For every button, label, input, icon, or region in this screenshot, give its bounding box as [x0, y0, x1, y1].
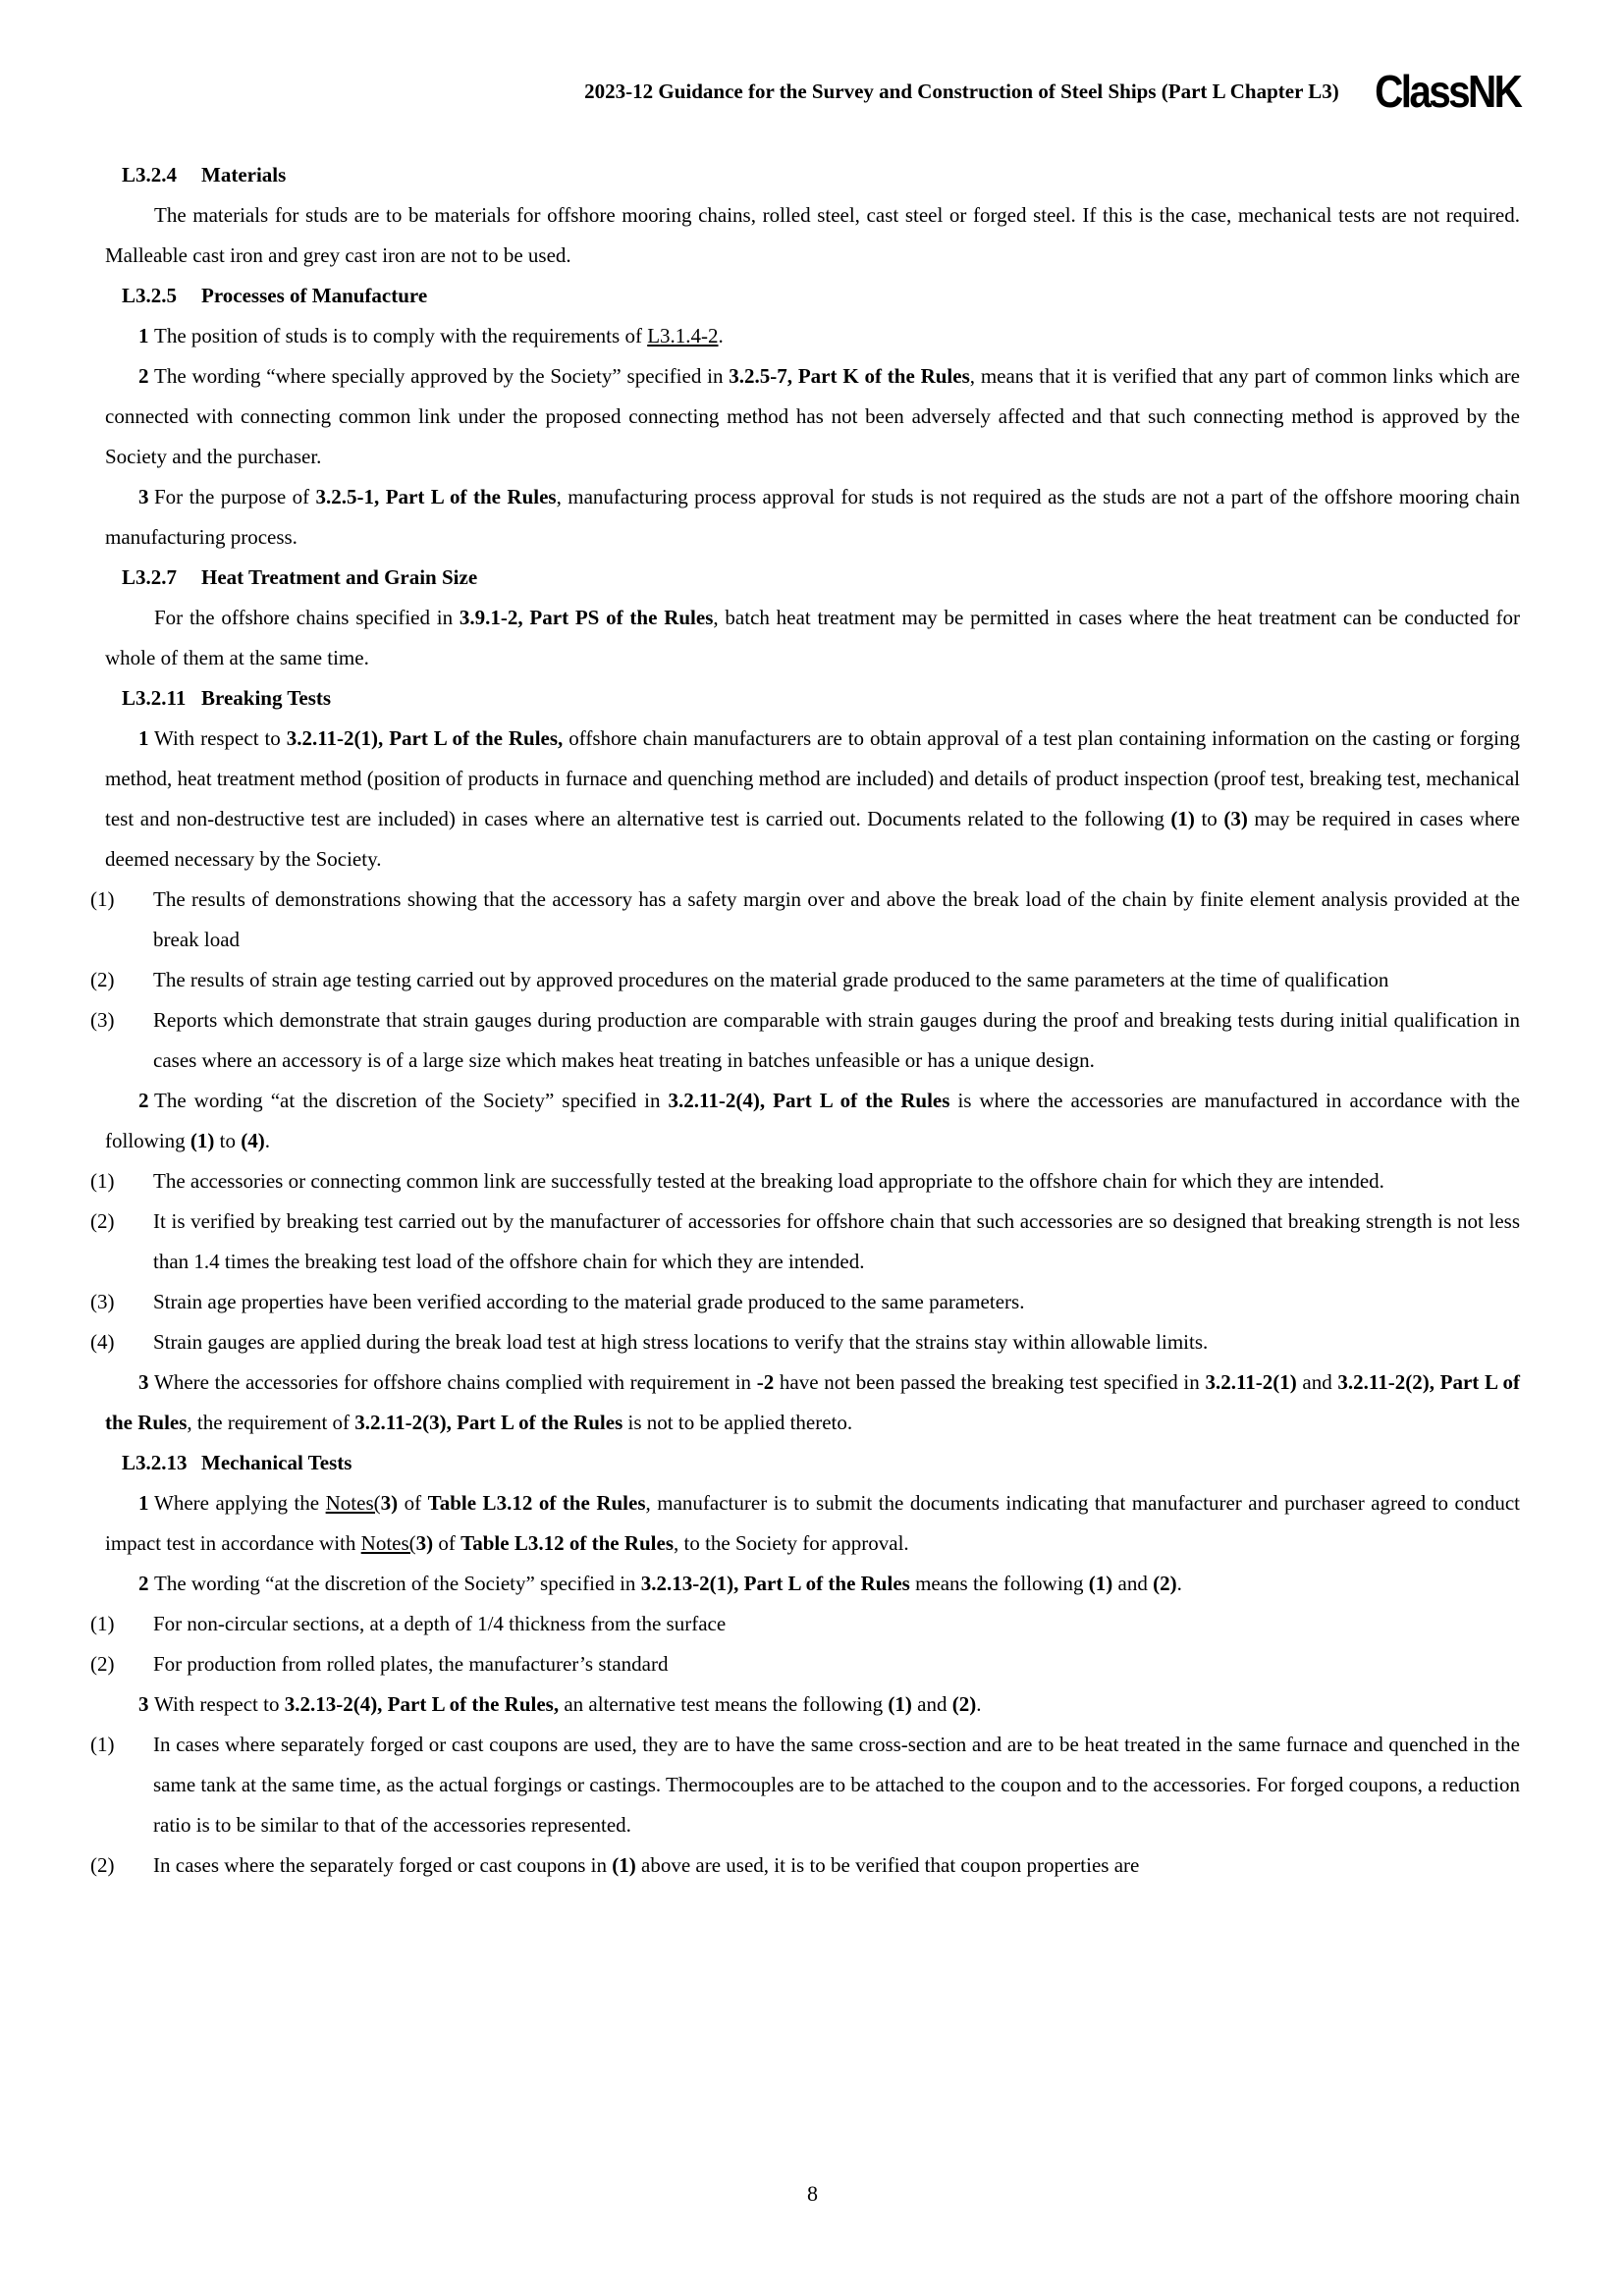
section-heading: [105, 1443, 1520, 1483]
list-item: [90, 1322, 1520, 1362]
text-segment: The wording “where specially approved by the Society” specified in: [154, 364, 730, 388]
paragraph: [105, 598, 1520, 678]
rule-reference: 3.2.11-2(3), Part L of the Rules: [354, 1411, 623, 1434]
page-footer: [105, 2181, 1520, 2207]
list-item: [90, 1161, 1520, 1201]
rule-reference: Table L3.12 of the Rules: [460, 1531, 674, 1555]
list-item: [90, 960, 1520, 1000]
text-segment: In cases where separately forged or cast coupons are used, they are to have the same cross-section and are to be heat treated in the same furnace and quenched in the same tank at the same time, as the actual forgings or castings. Thermocouples are to be attached to the coupon and to the accessories. For forged coupons, a reduction ratio is to be similar to that of the accessories represented.: [153, 1733, 1520, 1837]
item-marker: (4): [90, 1330, 115, 1354]
section-heading: [105, 276, 1520, 316]
numbered-paragraph: [105, 1684, 1520, 1725]
section-title: Heat Treatment and Grain Size: [201, 565, 478, 589]
text-segment: For the purpose of: [154, 485, 316, 508]
text-segment: The position of studs is to comply with the requirements of: [154, 324, 648, 347]
item-marker: (2): [90, 1209, 115, 1233]
item-marker: 2: [138, 364, 149, 388]
document-body: [90, 155, 1521, 1886]
cross-reference: L3.1.4-2: [647, 324, 719, 347]
numbered-paragraph: [105, 356, 1520, 477]
item-marker: 3: [138, 1370, 149, 1394]
text-segment: With respect to: [154, 1692, 285, 1716]
item-marker: 3: [138, 485, 149, 508]
header-title: 2023-12 Guidance for the Survey and Construction of Steel Ships (Part L Chapter L3): [584, 79, 1339, 103]
item-marker: (2): [90, 1853, 115, 1877]
item-marker: 1: [138, 1491, 149, 1515]
page-number: 8: [807, 2181, 818, 2206]
text-segment: is where the accessories are manufactured in accordance with the following: [105, 1089, 1520, 1152]
rule-reference: (1): [1088, 1572, 1113, 1595]
text-segment: to: [214, 1129, 242, 1152]
section-number: L3.2.5: [122, 284, 178, 307]
text-segment: Where the accessories for offshore chains complied with requirement in: [154, 1370, 757, 1394]
numbered-paragraph: [105, 1564, 1520, 1604]
list-item: [90, 1644, 1520, 1684]
list-item: [90, 1845, 1520, 1886]
section-title: Materials: [201, 163, 287, 187]
section-title: Processes of Manufacture: [201, 284, 428, 307]
rule-reference: 3): [415, 1531, 434, 1555]
rule-reference: Table L3.12 of the Rules: [427, 1491, 646, 1515]
classnk-logo: ClassNK: [1374, 66, 1520, 117]
rule-reference: (1): [888, 1692, 912, 1716]
text-segment: to: [1194, 807, 1224, 830]
text-segment: is not to be applied thereto.: [623, 1411, 853, 1434]
text-segment: of: [398, 1491, 428, 1515]
text-segment: may be required in cases where deemed necessary by the Society.: [105, 807, 1520, 871]
list-item: [90, 1725, 1520, 1845]
text-segment: In cases where the separately forged or cast coupons in: [153, 1853, 613, 1877]
rule-reference: 3.2.11-2(4), Part L of the Rules: [668, 1089, 950, 1112]
section-heading: [105, 558, 1520, 598]
rule-reference: 3.2.5-7, Part K of the Rules: [729, 364, 970, 388]
text-segment: above are used, it is to be verified that coupon properties are: [635, 1853, 1140, 1877]
rule-reference: 3.2.5-1, Part L of the Rules: [315, 485, 557, 508]
item-marker: 2: [138, 1089, 149, 1112]
text-segment: The results of strain age testing carried out by approved procedures on the material grade produced to the same parameters at the time of qualification: [153, 968, 1389, 991]
paragraph: [105, 195, 1520, 276]
text-segment: of: [433, 1531, 461, 1555]
text-segment: The results of demonstrations showing that the accessory has a safety margin over and above the break load of the chain by finite element analysis provided at the break load: [153, 887, 1520, 951]
list-item: [90, 1000, 1520, 1081]
text-segment: Where applying the: [154, 1491, 326, 1515]
text-segment: With respect to: [154, 726, 287, 750]
item-marker: 1: [138, 324, 149, 347]
list-item: [90, 880, 1520, 960]
numbered-paragraph: [105, 719, 1520, 880]
text-segment: Reports which demonstrate that strain gauges during production are comparable with strain gauges during the proof and breaking tests during initial qualification in cases where an accessory is of a large size which makes heat treating in batches unfeasible or has a unique design.: [153, 1008, 1520, 1072]
text-segment: For the offshore chains specified in: [154, 606, 460, 629]
numbered-paragraph: [105, 316, 1520, 356]
item-marker: (1): [90, 1733, 115, 1756]
page-header: [105, 66, 1520, 117]
item-marker: (2): [90, 1652, 115, 1676]
item-marker: 3: [138, 1692, 149, 1716]
item-marker: (1): [90, 1612, 115, 1635]
text-segment: and: [1112, 1572, 1154, 1595]
text-segment: offshore chain manufacturers are to obtain approval of a test plan containing information on the casting or forging method, heat treatment method (position of products in furnace and quenching method are included) and details of product inspection (proof test, breaking test, mechanical test and non-destructive test are included) in cases where an alternative test is carried out. Documents related to the following: [105, 726, 1520, 830]
item-marker: (2): [90, 968, 115, 991]
text-segment: .: [264, 1129, 271, 1152]
numbered-paragraph: [105, 1362, 1520, 1443]
rule-reference: 3): [380, 1491, 399, 1515]
cross-reference: Notes(: [325, 1491, 381, 1515]
text-segment: , manufacturer is to submit the documents indicating that manufacturer and purchaser agreed to conduct impact test in accordance with: [105, 1491, 1521, 1555]
rule-reference: (1): [612, 1853, 636, 1877]
text-segment: an alternative test means the following: [559, 1692, 889, 1716]
numbered-paragraph: [105, 1081, 1520, 1161]
rule-reference: (4): [241, 1129, 265, 1152]
text-segment: Strain age properties have been verified according to the material grade produced to the same parameters.: [153, 1290, 1025, 1313]
section-number: L3.2.4: [122, 163, 178, 187]
rule-reference: (3): [1223, 807, 1248, 830]
cross-reference: Notes(: [360, 1531, 416, 1555]
text-segment: , the requirement of: [187, 1411, 355, 1434]
text-segment: have not been passed the breaking test specified in: [774, 1370, 1206, 1394]
text-segment: , manufacturing process approval for studs is not required as the studs are not a part of the offshore mooring chain manufacturing process.: [105, 485, 1520, 549]
section-title: Mechanical Tests: [201, 1451, 352, 1474]
text-segment: For production from rolled plates, the manufacturer’s standard: [153, 1652, 669, 1676]
section-title: Breaking Tests: [201, 686, 332, 710]
text-segment: Strain gauges are applied during the break load test at high stress locations to verify that the strains stay within allowable limits.: [153, 1330, 1209, 1354]
text-segment: .: [718, 324, 724, 347]
section-number: L3.2.11: [122, 686, 187, 710]
rule-reference: 3.2.13-2(1), Part L of the Rules: [640, 1572, 910, 1595]
list-item: [90, 1201, 1520, 1282]
text-segment: means the following: [909, 1572, 1089, 1595]
rule-reference: (2): [1153, 1572, 1177, 1595]
rule-reference: (1): [189, 1129, 215, 1152]
item-marker: 1: [138, 726, 149, 750]
text-segment: The wording “at the discretion of the Society” specified in: [154, 1089, 669, 1112]
text-segment: and: [1296, 1370, 1338, 1394]
rule-reference: (1): [1170, 807, 1195, 830]
rule-reference: 3.2.13-2(4), Part L of the Rules,: [284, 1692, 560, 1716]
rule-reference: (2): [951, 1692, 977, 1716]
section-number: L3.2.7: [122, 565, 178, 589]
rule-reference: 3.2.11-2(2), Part L of the Rules: [105, 1370, 1520, 1434]
section-heading: [105, 155, 1520, 195]
item-marker: (1): [90, 1169, 115, 1193]
section-number: L3.2.13: [122, 1451, 188, 1474]
text-segment: , batch heat treatment may be permitted in cases where the heat treatment can be conducted for whole of them at the same time.: [105, 606, 1520, 669]
text-segment: It is verified by breaking test carried out by the manufacturer of accessories for offshore chain that such accessories are so designed that breaking strength is not less than 1.4 times the breaking test load of the offshore chain for which they are intended.: [153, 1209, 1520, 1273]
text-segment: and: [911, 1692, 952, 1716]
numbered-paragraph: [105, 1483, 1520, 1564]
item-marker: 2: [138, 1572, 149, 1595]
item-marker: (3): [90, 1008, 115, 1032]
item-marker: (3): [90, 1290, 115, 1313]
numbered-paragraph: [105, 477, 1520, 558]
text-segment: The materials for studs are to be materials for offshore mooring chains, rolled steel, cast steel or forged steel. If this is the case, mechanical tests are not required. Malleable cast iron and grey cast iron are not to be used.: [105, 203, 1520, 267]
rule-reference: -2: [756, 1370, 775, 1394]
text-segment: The accessories or connecting common link are successfully tested at the breaking load appropriate to the offshore chain for which they are intended.: [153, 1169, 1384, 1193]
rule-reference: 3.9.1-2, Part PS of the Rules: [459, 606, 714, 629]
text-segment: For non-circular sections, at a depth of 1/4 thickness from the surface: [153, 1612, 727, 1635]
text-segment: , to the Society for approval.: [674, 1531, 909, 1555]
text-segment: .: [1176, 1572, 1182, 1595]
rule-reference: 3.2.11-2(1), Part L of the Rules,: [286, 726, 564, 750]
section-heading: [105, 678, 1520, 719]
text-segment: , means that it is verified that any part of common links which are connected with connecting common link under the proposed connecting method has not been adversely affected and that such connecting method is approved by the Society and the purchaser.: [105, 364, 1520, 468]
rule-reference: 3.2.11-2(1): [1205, 1370, 1297, 1394]
list-item: [90, 1604, 1520, 1644]
item-marker: (1): [90, 887, 115, 911]
list-item: [90, 1282, 1520, 1322]
text-segment: The wording “at the discretion of the Society” specified in: [154, 1572, 641, 1595]
text-segment: .: [976, 1692, 982, 1716]
